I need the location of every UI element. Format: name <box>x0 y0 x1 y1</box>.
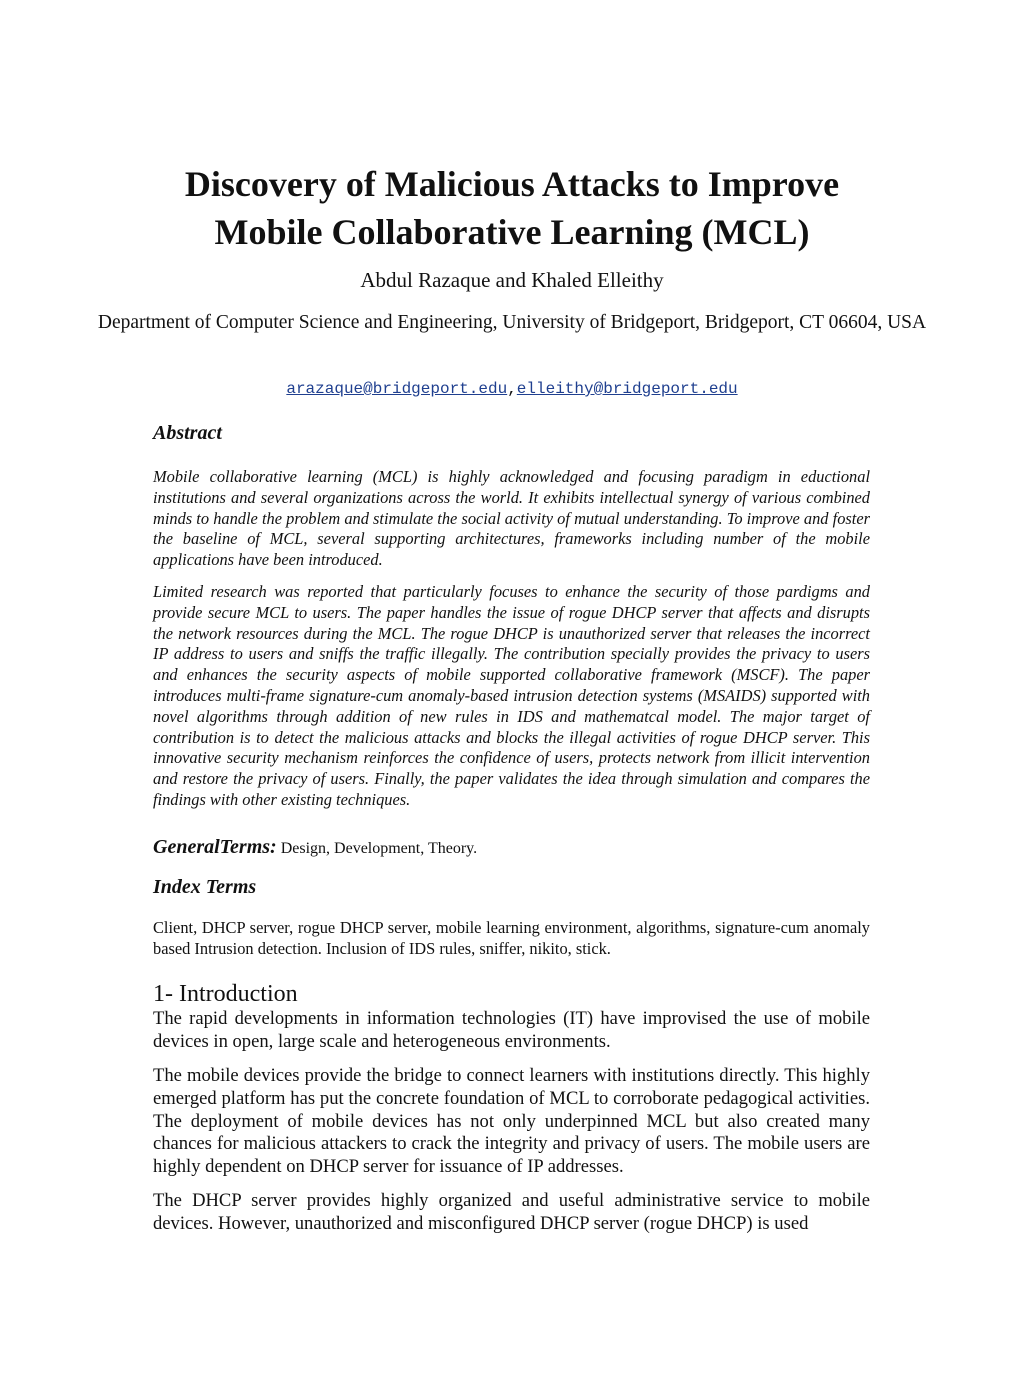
email-link-first[interactable]: arazaque@bridgeport.edu <box>286 380 508 398</box>
general-terms <box>153 834 870 862</box>
emails <box>0 378 1024 400</box>
paper-title-line-2: Mobile Collaborative Learning (MCL) <box>214 212 810 252</box>
abstract-paragraph-2: Limited research was reported that particularly focuses to enhance the security of those pardigms and provide secure MCL to users. The paper handles the issue of rogue DHCP server that affects and disrupts the network resources during the MCL. The rogue DHCP is unauthorized server that releases the incorrect IP address to users and sniffs the traffic illegally. The contribution specially provides the privacy to users and enhances the security aspects of mobile supported collaborative framework (MSCF). The paper introduces multi-frame signature-cum anomaly-based intrusion detection systems (MSAIDS) supported with novel algorithms through addition of new rules in IDS and mathematcal model. The major target of contribution is to detect the malicious attacks and blocks the illegal activities of rogue DHCP server. This innovative security mechanism reinforces the confidence of users, protects network from illicit intervention and restore the privacy of users. Finally, the paper validates the idea through simulation and compares the findings with other existing techniques. <box>153 582 870 809</box>
introduction-heading: 1- Introduction <box>153 981 298 1007</box>
abstract-heading: Abstract <box>153 422 222 444</box>
email-separator: , <box>507 380 517 398</box>
abstract-paragraph-1: Mobile collaborative learning (MCL) is highly acknowledged and focusing paradigm in eductional institutions and several organizations across the world. It exhibits intellectual synergy of various combined minds to handle the problem and stimulate the social activity of mutual understanding. To improve and foster the baseline of MCL, several supporting architectures, frameworks including number of the mobile applications have been introduced. <box>153 467 870 570</box>
paper-title-line-1: Discovery of Malicious Attacks to Improve <box>184 164 840 204</box>
general-terms-value: Design, Development, Theory. <box>280 840 478 857</box>
general-terms-label: GeneralTerms: <box>153 836 277 858</box>
email-link-second[interactable]: elleithy@bridgeport.edu <box>516 380 738 398</box>
introduction-paragraph-1: The rapid developments in information technologies (IT) have improvised the use of mobile devices in open, large scale and heterogeneous environments. <box>153 1008 870 1052</box>
affiliation: Department of Computer Science and Engineering, University of Bridgeport, Bridgeport, CT 06604, USA <box>97 312 927 333</box>
authors: Abdul Razaque and Khaled Elleithy <box>360 268 664 292</box>
introduction-paragraph-2: The mobile devices provide the bridge to connect learners with institutions directly. This highly emerged platform has put the concrete foundation of MCL to corroborate pedagogical activities. The deployment of mobile devices has not only underpinned MCL but also created many chances for malicious attackers to crack the integrity and privacy of users. The mobile users are highly dependent on DHCP server for issuance of IP addresses. <box>153 1065 870 1178</box>
index-terms-value: Client, DHCP server, rogue DHCP server, mobile learning environment, algorithms, signature-cum anomaly based Intrusion detection. Inclusion of IDS rules, sniffer, nikito, stick. <box>153 918 870 958</box>
introduction-paragraph-3: The DHCP server provides highly organized and useful administrative service to mobile devices. However, unauthorized and misconfigured DHCP server (rogue DHCP) is used <box>153 1190 870 1234</box>
index-terms-heading: Index Terms <box>153 876 257 898</box>
